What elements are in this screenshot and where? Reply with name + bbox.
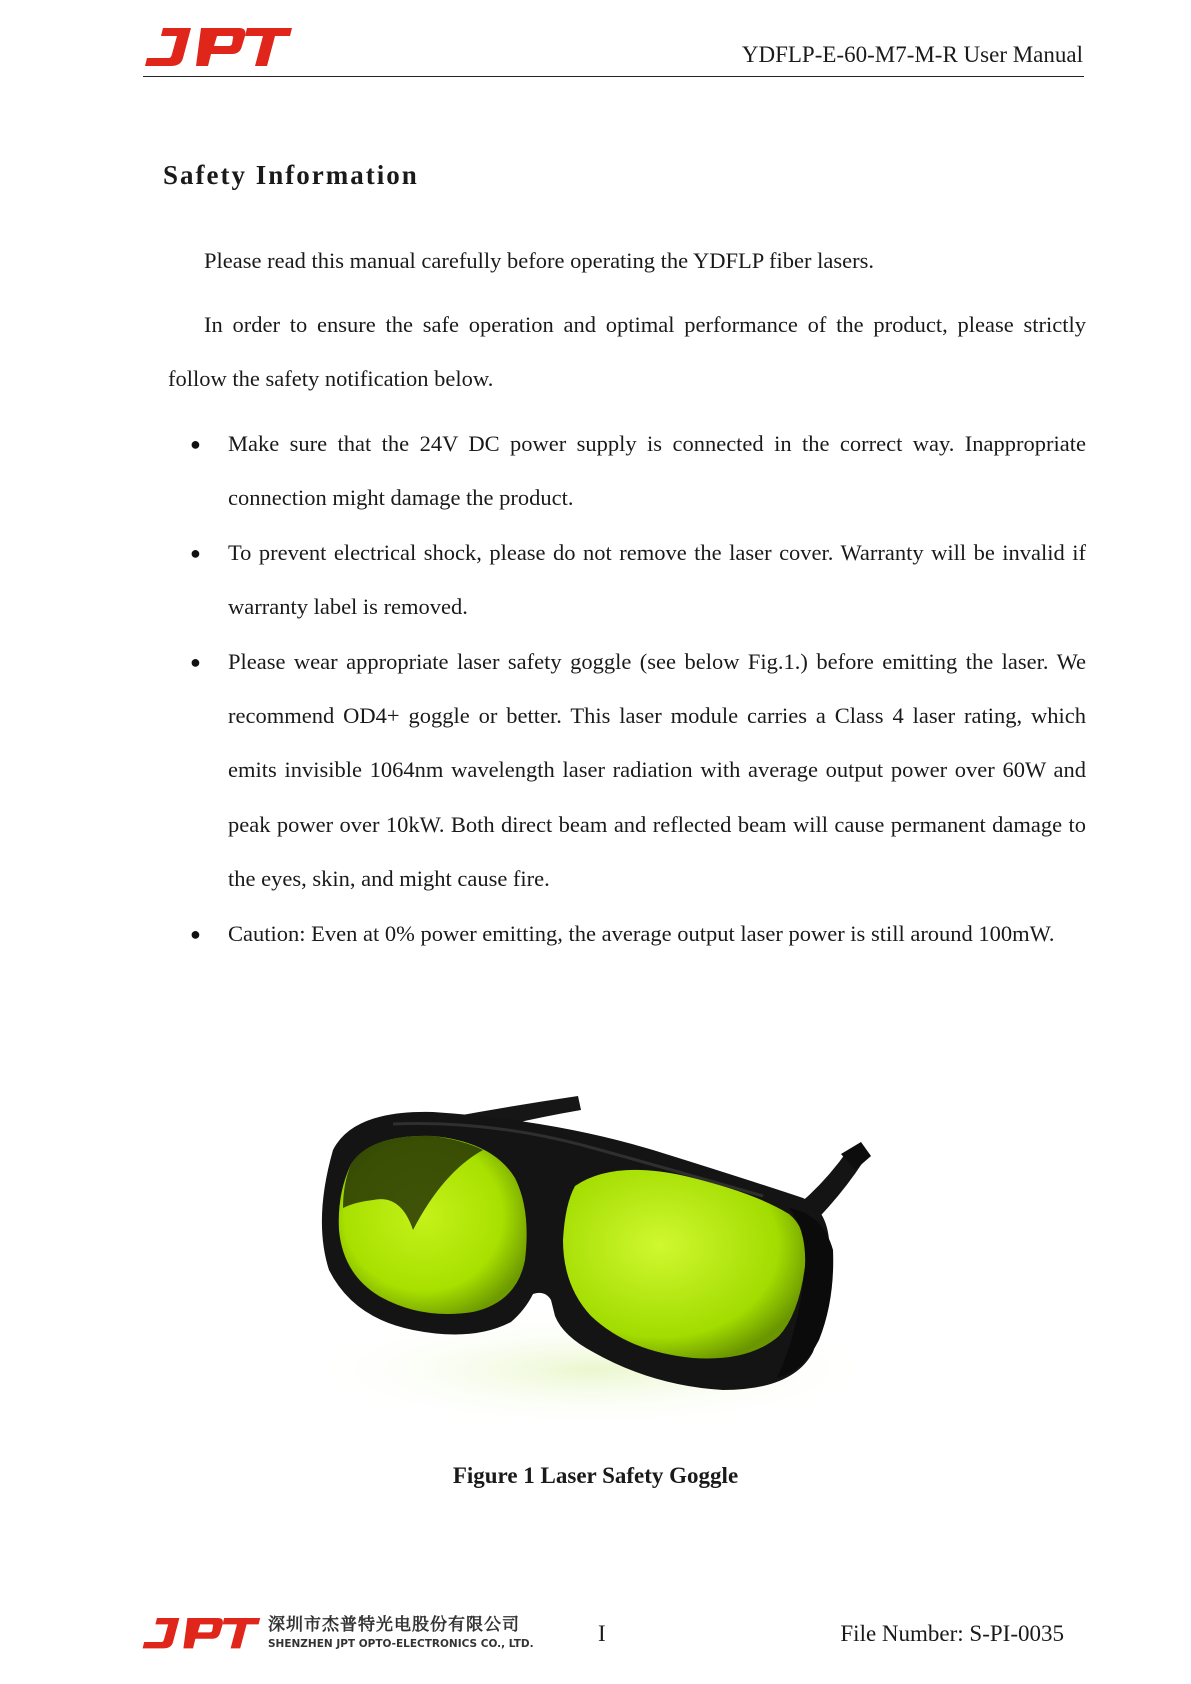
page-number: I: [598, 1621, 606, 1646]
jpt-logo: [143, 26, 293, 70]
bullet-item-caution: [168, 907, 1086, 961]
bullet-icon: ●: [190, 923, 201, 944]
intro-paragraph: Please read this manual carefully before operating the YDFLP fiber lasers.: [204, 248, 874, 273]
footer-company-name: [268, 1614, 534, 1652]
bullet-icon: ●: [190, 434, 201, 454]
safety-instruction-paragraph: In order to ensure the safe operation and optimal performance of the product, please strictly follow the safety notification below.: [168, 312, 1086, 391]
bullet-text: To prevent electrical shock, please do not remove the laser cover. Warranty will be invalid if warranty label is removed.: [228, 539, 1086, 620]
bullet-text: Make sure that the 24V DC power supply is connected in the correct way. Inappropriate connection might damage the product.: [228, 431, 1086, 511]
company-name-chinese: 深圳市杰普特光电股份有限公司: [268, 1615, 520, 1635]
bullet-item-safety-goggle: [168, 635, 1086, 907]
file-number: File Number: S-PI-0035: [840, 1621, 1064, 1646]
header-divider: [143, 76, 1084, 77]
laser-safety-goggle-image: [293, 1090, 905, 1442]
company-name-english: SHENZHEN JPT OPTO-ELECTRONICS CO., LTD.: [268, 1638, 534, 1650]
bullet-item-electrical-shock: [168, 526, 1086, 635]
footer-jpt-logo: [141, 1614, 261, 1654]
bullet-text: Caution: Even at 0% power emitting, the average output laser power is still around 100mW.: [228, 920, 1055, 946]
bullet-text: Please wear appropriate laser safety goggle (see below Fig.1.) before emitting the laser. We recommend OD4+ goggle or better. This laser module carries a Class 4 laser rating, which emits invisible 1064nm wavelength laser radiation with average output power over 60W and peak power over 10kW. Both direct beam and reflected beam will cause permanent damage to the eyes, skin, and might cause fire.: [228, 648, 1086, 892]
figure-caption: Figure 1 Laser Safety Goggle: [452, 1463, 739, 1488]
bullet-icon: ●: [190, 542, 201, 563]
manual-title: YDFLP-E-60-M7-M-R User Manual: [741, 42, 1083, 67]
bullet-icon: ●: [190, 651, 201, 672]
safety-bullet-list: [168, 417, 1086, 961]
section-title: Safety Information: [163, 160, 419, 190]
bullet-item-power-supply: [168, 417, 1086, 526]
